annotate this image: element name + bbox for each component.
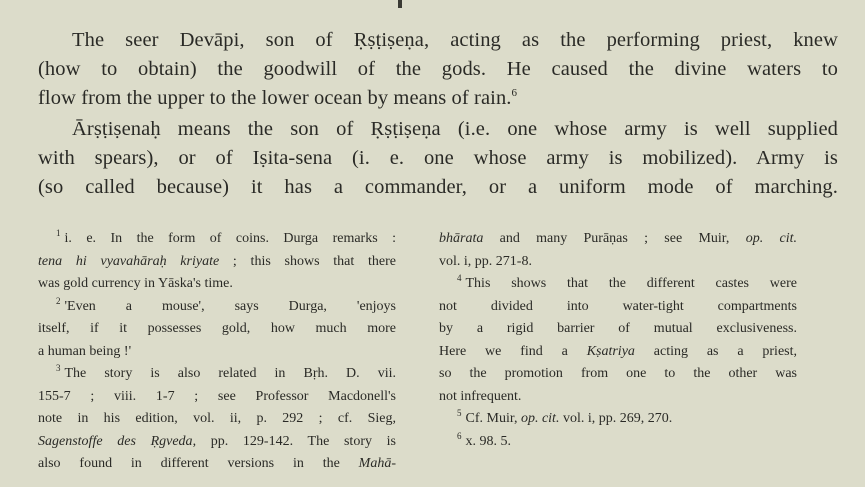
footnote-5-text-b: vol. i, pp. 269, 270. (559, 411, 673, 426)
footnote-5-text-a: Cf. Muir, (465, 411, 521, 426)
footnote-4-line-4a: Here we find a (439, 343, 587, 359)
footnote-2-number: 2 (56, 295, 61, 306)
footnote-1-line-2: ; this shows that there (219, 253, 396, 269)
footnote-2-line-2: itself, if it possesses gold, how much more (38, 321, 396, 336)
footnote-2-line-1: 'Even a mouse', says Durga, 'enjoys (64, 298, 396, 314)
footnote-3-number: 3 (56, 363, 61, 374)
footnote-5-op-cit: op. cit. (520, 411, 560, 426)
footnote-1-line-1: i. e. In the form of coins. Durga remarks : (64, 231, 396, 246)
footnote-4-line-3: by a rigid barrier of mutual exclusiveness. (439, 321, 797, 336)
footnote-3-epic-title-end: bhārata (439, 231, 484, 246)
footnote-3-continued (439, 228, 797, 273)
footnote-4-line-6: not infrequent. (439, 388, 522, 404)
footnote-3-op-cit: op. cit. (745, 231, 797, 246)
paragraph-1 (38, 26, 838, 113)
footnote-4-line-2: not divided into water-tight compartments (439, 298, 797, 314)
footnote-3-line-1: The story is also related in Bṛh. D. vii. (64, 366, 396, 381)
para1-line-3-text: flow from the upper to the lower ocean by means of rain. (38, 87, 512, 109)
footnote-3-line-5: also found in different versions in the (38, 456, 359, 471)
footnote-3-cont-line-1: and many Purāṇas ; see Muir, (483, 231, 746, 246)
main-text (38, 26, 838, 202)
footnote-1-sanskrit: tena hi vyavahāraḥ kriyate (38, 253, 220, 269)
footnote-5 (439, 408, 797, 431)
para1-line-1: The seer Devāpi, son of Ṛṣṭiṣeṇa, acting as the performing priest, knew (72, 29, 838, 51)
para2-line-2: with spears), or of Iṣita-sena (i. e. one whose army is mobilized). Army is (38, 147, 838, 169)
top-edge-mark (398, 0, 402, 8)
para2-line-3: (so called because) it has a commander, or a uniform mode of marching. (38, 176, 838, 198)
footnote-5-number: 5 (457, 408, 462, 419)
para2-line-1: Ārṣṭiṣenaḥ means the son of Ṛṣṭiṣeṇa (i.e. one whose army is well supplied (72, 118, 838, 140)
footnote-3-line-3: note in his edition, vol. ii, p. 292 ; cf. Sieg, (38, 411, 396, 426)
footnote-1-number: 1 (56, 228, 61, 239)
footnote-6-number: 6 (457, 430, 462, 441)
footnote-4 (439, 273, 797, 408)
footnote-2 (38, 296, 396, 364)
footnote-4-line-4b: acting as a priest, (634, 343, 797, 359)
footnote-1 (38, 228, 396, 296)
footnote-3-line-4: , pp. 129-142. The story is (192, 433, 397, 449)
footnote-4-kshatriya: Kṣatriya (586, 343, 635, 359)
footnote-3-cont-line-2: vol. i, pp. 271-8. (439, 253, 532, 269)
footnote-3 (38, 363, 396, 476)
footnote-4-number: 4 (457, 273, 462, 284)
footnote-3-book-title: Sagenstoffe des Ṛgveda (38, 433, 193, 449)
footnote-3-line-2: 155-7 ; viii. 1-7 ; see Professor Macdonell's (38, 388, 396, 404)
footnote-2-line-3: a human being !' (38, 343, 132, 359)
footnote-4-line-5: so the promotion from one to the other was (439, 366, 797, 381)
footnote-6-text: x. 98. 5. (465, 433, 511, 449)
footnote-3-epic-title-start: Mahā- (358, 456, 396, 471)
footnote-6 (439, 431, 797, 454)
footnote-4-line-1: This shows that the different castes were (465, 276, 797, 291)
footnotes-left-column (38, 228, 396, 476)
footnote-1-line-3: was gold currency in Yāska's time. (38, 276, 233, 291)
paragraph-2 (38, 115, 838, 202)
footnotes-right-column (439, 228, 797, 453)
para1-line-2: (how to obtain) the goodwill of the gods. He caused the divine waters to (38, 58, 838, 80)
para1-line-3 (38, 84, 838, 113)
footnote-ref-6: 6 (511, 87, 518, 100)
